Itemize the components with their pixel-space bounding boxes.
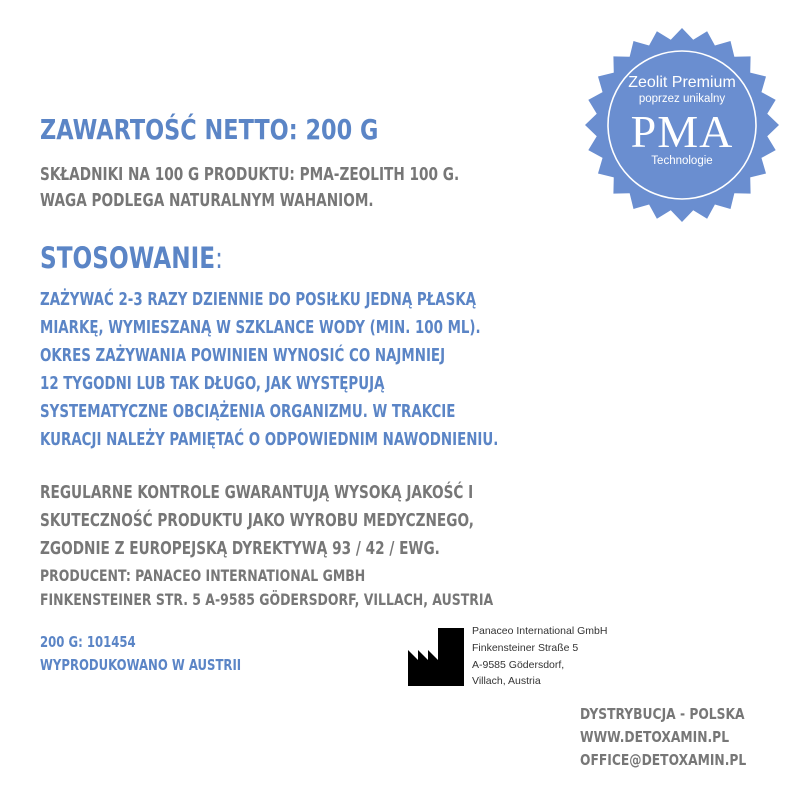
factory-icon — [408, 628, 464, 686]
usage-line-1: ZAŻYWAĆ 2-3 RAZY DZIENNIE DO POSIŁKU JEDNĄ PŁASKĄ — [40, 290, 477, 310]
badge-line-unique: poprzez unikalny — [638, 93, 726, 105]
usage-heading-text: STOSOWANIE — [40, 241, 216, 275]
usage-line-2: MIARKĘ, WYMIESZANĄ W SZKLANCE WODY (MIN. 100 ML). — [40, 318, 481, 338]
distribution-label: DYSTRYBUCJA - POLSKA — [580, 705, 745, 723]
manufacturer-postcode: A-9585 Gödersdorf, — [472, 659, 565, 671]
ingredients-line-2: WAGA PODLEGA NATURALNYM WAHANIOM. — [40, 191, 374, 211]
badge-line-premium: Zeolit Premium — [628, 74, 736, 91]
ingredients-line-1: SKŁADNIKI NA 100 G PRODUKTU: PMA-ZEOLITH 100 G. — [40, 165, 460, 185]
manufacturer-name: Panaceo International GmbH — [472, 625, 608, 637]
usage-line-5: SYSTEMATYCZNE OBCIĄŻENIA ORGANIZMU. W TRAKCIE — [40, 402, 456, 422]
quality-line-1: REGULARNE KONTROLE GWARANTUJĄ WYSOKĄ JAKOŚĆ I — [40, 483, 474, 503]
usage-heading — [40, 241, 223, 275]
quality-line-3: ZGODNIE Z EUROPEJSKĄ DYREKTYWĄ 93 / 42 / EWG. — [40, 539, 440, 559]
net-content-title: ZAWARTOŚĆ NETTO: 200 G — [40, 113, 379, 146]
producer-line: PRODUCENT: PANACEO INTERNATIONAL GMBH — [40, 566, 366, 585]
producer-address-line: FINKENSTEINER STR. 5 A-9585 GÖDERSDORF, VILLACH, AUSTRIA — [40, 590, 494, 609]
usage-line-3: OKRES ZAŻYWANIA POWINIEN WYNOSIĆ CO NAJMNIEJ — [40, 346, 446, 366]
badge-line-technology: Technologie — [651, 155, 713, 167]
quality-line-2: SKUTECZNOŚĆ PRODUKTU JAKO WYROBU MEDYCZNEGO, — [40, 511, 474, 531]
pma-seal-badge — [584, 27, 780, 223]
made-in-line: WYPRODUKOWANO W AUSTRII — [40, 656, 242, 674]
manufacturer-street: Finkensteiner Straße 5 — [472, 642, 579, 654]
distribution-email-link[interactable]: OFFICE@DETOXAMIN.PL — [580, 751, 747, 769]
product-code-line: 200 G: 101454 — [40, 633, 136, 651]
usage-line-4: 12 TYGODNI LUB TAK DŁUGO, JAK WYSTĘPUJĄ — [40, 374, 385, 394]
manufacturer-city: Villach, Austria — [472, 675, 541, 687]
usage-heading-colon: : — [215, 241, 223, 275]
badge-line-pma: PMA — [630, 106, 734, 157]
distribution-website-link[interactable]: WWW.DETOXAMIN.PL — [580, 728, 730, 746]
usage-line-6: KURACJI NALEŻY PAMIĘTAĆ O ODPOWIEDNIM NAWODNIENIU. — [40, 430, 499, 450]
